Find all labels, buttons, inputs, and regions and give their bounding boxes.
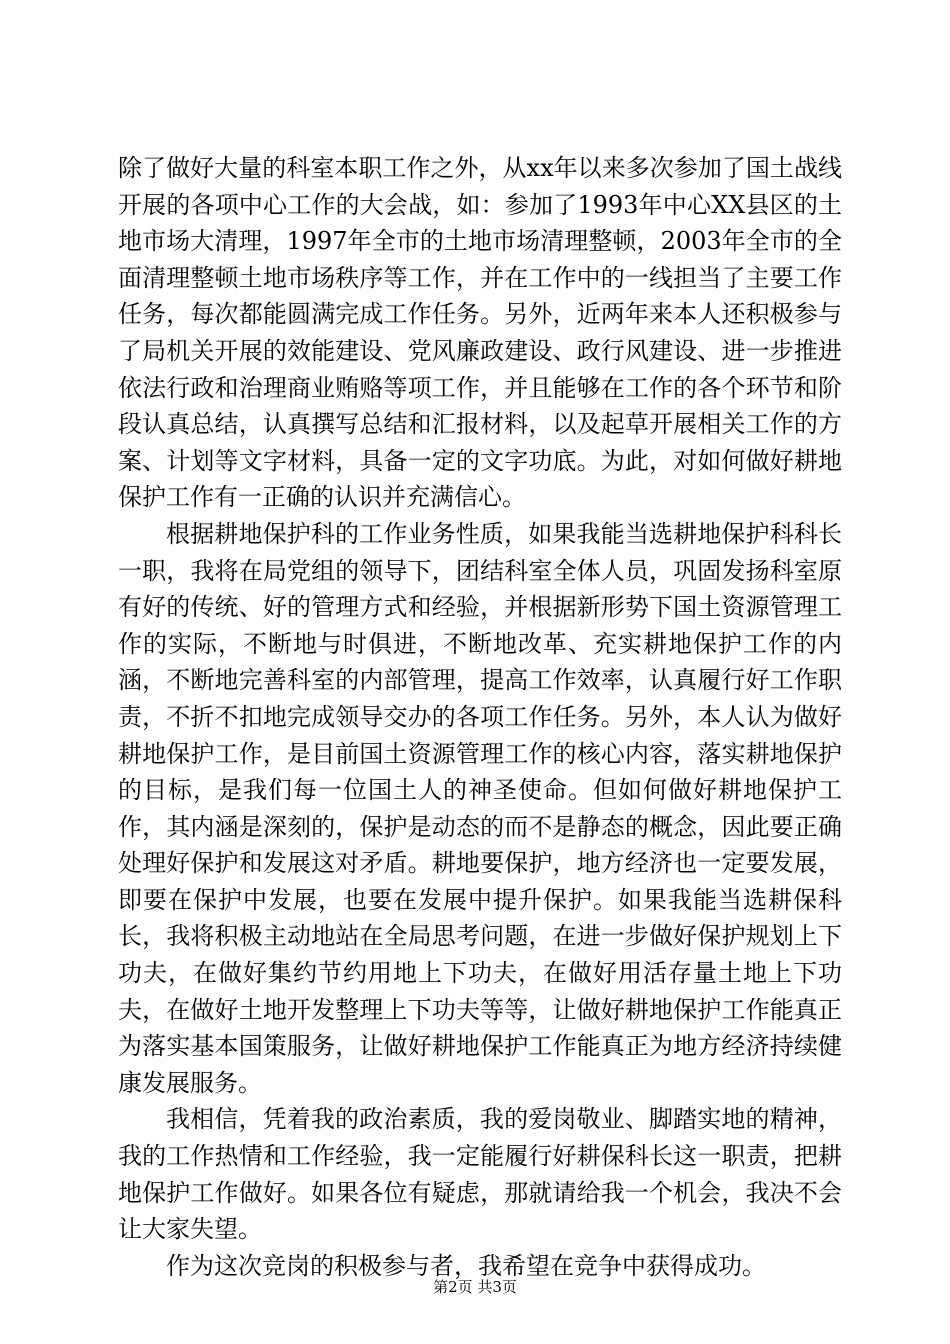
document-body bbox=[118, 150, 842, 1284]
paragraph-2: 根据耕地保护科的工作业务性质，如果我能当选耕地保护科科长一职，我将在局党组的领导下，团结科室全体人员，巩固发扬科室原有好的传统、好的管理方式和经验，并根据新形势下国土资源管理工作的实际，不断地与时俱进，不断地改革、充实耕地保护工作的内涵，不断地完善科室的内部管理，提高工作效率，认真履行好工作职责，不折不扣地完成领导交办的各项工作任务。另外，本人认为做好耕地保护工作，是目前国土资源管理工作的核心内容，落实耕地保护的目标，是我们每一位国土人的神圣使命。但如何做好耕地保护工作，其内涵是深刻的，保护是动态的而不是静态的概念，因此要正确处理好保护和发展这对矛盾。耕地要保护，地方经济也一定要发展，即要在保护中发展，也要在发展中提升保护。如果我能当选耕保科长，我将积极主动地站在全局思考问题，在进一步做好保护规划上下功夫，在做好集约节约用地上下功夫，在做好用活存量土地上下功夫，在做好土地开发整理上下功夫等等，让做好耕地保护工作能真正为落实基本国策服务，让做好耕地保护工作能真正为地方经济持续健康发展服务。 bbox=[118, 519, 842, 1097]
page-number-footer: 第2页 共3页 bbox=[433, 1278, 517, 1296]
paragraph-3: 我相信，凭着我的政治素质，我的爱岗敬业、脚踏实地的精神，我的工作热情和工作经验，我一定能履行好耕保科长这一职责，把耕地保护工作做好。如果各位有疑虑，那就请给我一个机会，我决不会让大家失望。 bbox=[118, 1105, 842, 1244]
paragraph-1: 除了做好大量的科室本职工作之外，从xx年以来多次参加了国土战线开展的各项中心工作的大会战，如：参加了1993年中心XX县区的土地市场大清理，1997年全市的土地市场清理整顿，2003年全市的全面清理整顿土地市场秩序等工作，并在工作中的一线担当了主要工作任务，每次都能圆满完成工作任务。另外，近两年来本人还积极参与了局机关开展的效能建设、党风廉政建设、政行风建设、进一步推进依法行政和治理商业贿赂等项工作，并且能够在工作的各个环节和阶段认真总结，认真撰写总结和汇报材料，以及起草开展相关工作的方案、计划等文字材料，具备一定的文字功底。为此，对如何做好耕地保护工作有一正确的认识并充满信心。 bbox=[118, 154, 842, 512]
paragraph-4: 作为这次竞岗的积极参与者，我希望在竞争中获得成功。 bbox=[166, 1251, 766, 1280]
